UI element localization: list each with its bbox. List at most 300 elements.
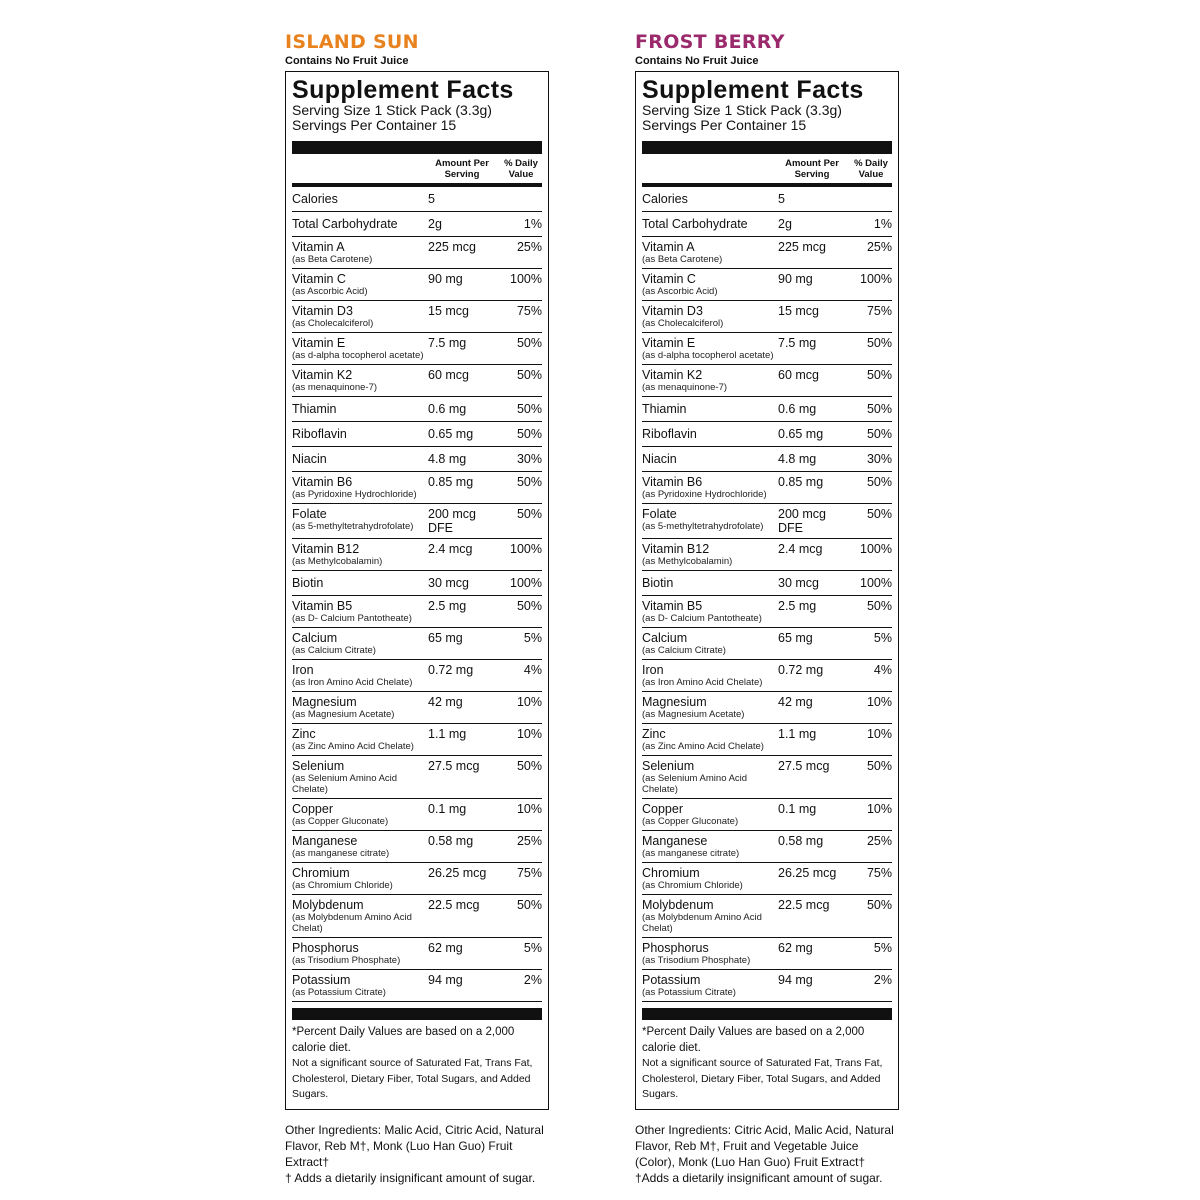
nutrient-row [642,397,892,422]
nutrient-amount: 62 mg [428,941,463,955]
nutrient-row [292,660,542,692]
nutrient-daily-value: 75% [866,866,892,880]
flavor-title: FROST BERRY [635,31,785,53]
nutrient-name-cell [292,727,428,752]
supplement-facts-title: Supplement Facts [642,76,864,104]
nutrient-name: Iron [292,663,314,677]
nutrient-amount-cell [428,802,500,827]
nutrient-daily-value: 10% [516,695,542,709]
nutrient-name-cell [642,240,778,265]
nutrient-amount: 200 mcg [778,507,826,521]
nutrient-amount-cell [778,240,850,265]
nutrient-amount: 5 [428,192,435,206]
nutrient-source: (as Chromium Chloride) [642,880,743,891]
nutrient-name: Selenium [292,759,345,773]
nutrient-name: Vitamin K2 [642,368,703,382]
nutrient-name-cell [642,217,778,231]
nutrient-name: Molybdenum [642,898,714,912]
nutrient-amount: 27.5 mcg [778,759,830,773]
nutrient-daily-value: 4% [873,663,892,677]
nutrient-amount: 5 [778,192,785,206]
nutrient-name: Magnesium [642,695,707,709]
nutrient-name: Phosphorus [642,941,709,955]
nutrient-amount: 62 mg [778,941,813,955]
nutrient-row [292,831,542,863]
nutrient-daily-value: 50% [866,336,892,350]
nutrient-row [642,895,892,938]
nutrient-row [292,333,542,365]
servings-per-container: Servings Per Container 15 [292,117,457,133]
header-line: Value [508,169,534,180]
header-line: Serving [444,169,480,180]
nutrient-amount: 0.1 mg [778,802,817,816]
nutrient-name-cell [292,336,428,361]
nutrient-row [642,756,892,799]
nutrient-row [642,863,892,895]
nutrient-amount-cell [778,452,850,466]
nutrient-name: Iron [642,663,664,677]
nutrient-daily-value: 25% [866,240,892,254]
nutrient-amount-cell [428,272,500,297]
nutrient-row [292,237,542,269]
nutrient-amount: 7.5 mg [428,336,467,350]
nutrient-source: (as Zinc Amino Acid Chelate) [292,741,414,752]
nutrient-name-cell [642,507,778,535]
header-line: % Daily [504,158,538,169]
nutrient-name-cell [642,866,778,891]
nutrient-daily-value: 25% [516,240,542,254]
nutrient-row [642,365,892,397]
nutrient-amount: 2g [778,217,792,231]
nutrient-amount-cell [428,240,500,265]
nutrient-amount: 26.25 mcg [428,866,487,880]
nutrient-amount-cell [428,599,500,624]
nutrient-amount: 0.58 mg [428,834,474,848]
nutrient-daily-value: 50% [516,507,542,521]
nutrient-daily-value: 30% [516,452,542,466]
nutrient-source: (as Selenium Amino Acid Chelate) [292,773,398,795]
nutrient-row [292,397,542,422]
nutrient-amount: 0.72 mg [778,663,824,677]
nutrient-row [642,301,892,333]
other-ingredients-text: Other Ingredients: Citric Acid, Malic Acid, Natural Flavor, Reb M†, Fruit and Vegetable Juice (Color), Monk (Luo Han Guo) Fruit Extract† [635,1122,894,1169]
nutrient-name: Vitamin C [642,272,696,286]
nutrient-amount-cell [428,192,500,206]
nutrient-daily-value: 50% [866,599,892,613]
supplement-facts-title: Supplement Facts [292,76,514,104]
nutrient-row [642,504,892,539]
nutrient-name: Vitamin B5 [292,599,353,613]
footnote-not-significant: Not a significant source of Saturated Fat, Trans Fat, Cholesterol, Dietary Fiber, Total Sugars, and Added Sugars. [642,1057,883,1100]
nutrient-amount: 27.5 mcg [428,759,480,773]
other-ingredients-text: Other Ingredients: Malic Acid, Citric Acid, Natural Flavor, Reb M†, Monk (Luo Han Guo) Fruit Extract† [285,1122,544,1169]
nutrient-row [292,799,542,831]
nutrient-row [642,970,892,1002]
nutrient-name: Manganese [292,834,358,848]
nutrient-amount-cell [778,475,850,500]
nutrient-amount-cell [428,336,500,361]
nutrient-daily-value: 50% [516,336,542,350]
nutrient-source: (as Potassium Citrate) [642,987,736,998]
nutrient-daily-value: 50% [866,759,892,773]
nutrient-amount-cell [778,759,850,795]
nutrient-amount: 0.6 mg [778,402,817,416]
nutrient-row [642,269,892,301]
nutrient-amount: 0.65 mg [778,427,824,441]
nutrient-row [292,422,542,447]
nutrient-daily-value: 10% [516,727,542,741]
nutrient-name-cell [642,898,778,934]
nutrient-name-cell [292,475,428,500]
dagger-note: † Adds a dietarily insignificant amount of sugar. [285,1170,536,1185]
nutrient-amount-unit: DFE [778,521,803,535]
nutrient-name-cell [642,599,778,624]
nutrient-name-cell [642,834,778,859]
nutrient-amount-cell [778,973,850,998]
nutrient-name-cell [292,834,428,859]
nutrient-source: (as menaquinone-7) [642,382,728,393]
nutrient-amount: 42 mg [778,695,813,709]
nutrient-row [642,571,892,596]
nutrient-source: (as Copper Gluconate) [642,816,739,827]
nutrient-row [292,301,542,333]
nutrient-source: (as d-alpha tocopherol acetate) [642,350,774,361]
nutrient-row [292,692,542,724]
nutrient-name-cell [292,759,428,795]
header-line: Serving [794,169,830,180]
nutrient-daily-value: 100% [860,272,892,286]
nutrient-source: (as 5-methyltetrahydrofolate) [642,521,764,532]
nutrient-name: Magnesium [292,695,357,709]
nutrient-amount-cell [428,576,500,590]
nutrient-source: (as Calcium Citrate) [292,645,376,656]
nutrient-name-cell [292,304,428,329]
nutrient-amount-cell [428,898,500,934]
nutrient-name: Potassium [292,973,351,987]
nutrient-name: Riboflavin [642,427,697,441]
nutrient-amount-cell [778,507,850,535]
nutrient-source: (as Molybdenum Amino Acid Chelat) [642,912,762,934]
nutrient-name-cell [292,599,428,624]
nutrient-amount-cell [778,802,850,827]
nutrient-row [642,539,892,571]
nutrient-row [642,212,892,237]
nutrient-amount: 1.1 mg [428,727,467,741]
nutrient-daily-value: 1% [523,217,542,231]
nutrient-source: (as Copper Gluconate) [292,816,389,827]
nutrient-name: Riboflavin [292,427,347,441]
nutrient-source: (as manganese citrate) [292,848,390,859]
supplement-facts-box [285,71,549,1110]
nutrient-name: Niacin [642,452,677,466]
nutrient-daily-value: 1% [873,217,892,231]
nutrient-name-cell [642,759,778,795]
nutrient-row [292,895,542,938]
nutrient-name: Total Carbohydrate [642,217,748,231]
nutrient-row [292,187,542,212]
nutrient-row [642,422,892,447]
nutrient-row [642,333,892,365]
nutrient-daily-value: 2% [523,973,542,987]
nutrient-name: Folate [292,507,327,521]
nutrient-name-cell [292,866,428,891]
nutrient-amount-cell [428,866,500,891]
nutrient-name: Vitamin K2 [292,368,353,382]
nutrient-daily-value: 5% [523,941,542,955]
nutrient-amount-cell [778,304,850,329]
nutrient-amount-cell [778,368,850,393]
nutrient-amount: 26.25 mcg [778,866,837,880]
nutrient-row [642,660,892,692]
nutrient-row [642,831,892,863]
nutrient-name: Vitamin E [642,336,696,350]
nutrient-amount: 2.5 mg [778,599,817,613]
nutrient-daily-value: 25% [516,834,542,848]
nutrient-amount-cell [428,695,500,720]
nutrient-amount-cell [428,727,500,752]
nutrient-name-cell [292,272,428,297]
nutrient-name: Calcium [642,631,688,645]
nutrient-daily-value: 75% [516,304,542,318]
nutrient-daily-value: 50% [516,475,542,489]
nutrient-amount-cell [778,427,850,441]
nutrient-name-cell [642,695,778,720]
nutrient-row [292,756,542,799]
nutrient-name-cell [642,475,778,500]
nutrient-amount-cell [428,452,500,466]
dagger-note: †Adds a dietarily insignificant amount of sugar. [635,1170,883,1185]
juice-note: Contains No Fruit Juice [285,55,409,67]
nutrient-daily-value: 10% [866,727,892,741]
thick-divider [292,1008,542,1020]
column-headers [642,158,892,187]
other-ingredients [635,1122,901,1186]
nutrient-source: (as Chromium Chloride) [292,880,393,891]
nutrient-name-cell [292,402,428,416]
amount-per-serving-header [782,158,842,180]
servings-per-container: Servings Per Container 15 [642,117,807,133]
nutrient-amount: 42 mg [428,695,463,709]
nutrient-amount: 2.4 mcg [428,542,473,556]
nutrient-name-cell [292,217,428,231]
nutrient-daily-value: 10% [516,802,542,816]
nutrient-amount: 200 mcg [428,507,476,521]
nutrient-amount-cell [778,727,850,752]
thick-divider [292,141,542,154]
nutrient-daily-value: 50% [866,402,892,416]
nutrient-name: Thiamin [292,402,337,416]
nutrient-daily-value: 5% [523,631,542,645]
footnotes [292,1020,542,1103]
nutrient-name: Vitamin B5 [642,599,703,613]
nutrient-amount: 15 mcg [428,304,469,318]
nutrient-row [292,504,542,539]
nutrient-amount: 94 mg [428,973,463,987]
nutrient-name-cell [292,240,428,265]
nutrient-daily-value: 50% [516,599,542,613]
nutrient-source: (as Beta Carotene) [642,254,723,265]
nutrient-source: (as Cholecalciferol) [642,318,724,329]
nutrient-row [642,628,892,660]
nutrient-amount: 2.4 mcg [778,542,823,556]
nutrient-amount: 225 mcg [778,240,826,254]
nutrient-amount-cell [428,834,500,859]
nutrient-source: (as 5-methyltetrahydrofolate) [292,521,414,532]
nutrient-name: Vitamin B12 [642,542,710,556]
nutrient-name: Vitamin D3 [292,304,353,318]
nutrient-rows [292,187,542,1002]
nutrient-amount-cell [778,898,850,934]
nutrient-amount: 30 mcg [428,576,469,590]
nutrient-row [292,863,542,895]
nutrient-name-cell [642,941,778,966]
nutrient-source: (as Methylcobalamin) [642,556,733,567]
header-line: % Daily [854,158,888,169]
header-line: Value [858,169,884,180]
header-line: Amount Per [785,158,839,169]
supplement-facts-box [635,71,899,1110]
nutrient-amount: 4.8 mg [778,452,817,466]
nutrient-source: (as manganese citrate) [642,848,740,859]
nutrient-daily-value: 50% [866,507,892,521]
nutrient-source: (as menaquinone-7) [292,382,378,393]
nutrient-amount: 22.5 mcg [428,898,480,912]
flavor-title: ISLAND SUN [285,31,419,53]
nutrient-source: (as Beta Carotene) [292,254,373,265]
nutrient-amount-cell [778,695,850,720]
panel-island-sun [285,30,551,1186]
nutrient-amount-cell [428,542,500,567]
nutrient-amount: 0.65 mg [428,427,474,441]
column-headers [292,158,542,187]
nutrient-amount: 22.5 mcg [778,898,830,912]
nutrient-name-cell [642,973,778,998]
nutrient-daily-value: 50% [866,475,892,489]
nutrient-daily-value: 50% [866,898,892,912]
nutrient-amount-cell [428,304,500,329]
juice-note: Contains No Fruit Juice [635,55,759,67]
nutrient-row [642,187,892,212]
nutrient-source: (as D- Calcium Pantotheate) [642,613,762,624]
nutrient-amount-cell [778,834,850,859]
nutrient-source: (as Trisodium Phosphate) [292,955,401,966]
nutrient-daily-value: 50% [516,427,542,441]
daily-value-header [850,158,892,180]
nutrient-daily-value: 100% [510,272,542,286]
nutrient-name-cell [642,727,778,752]
nutrient-amount: 225 mcg [428,240,476,254]
nutrient-name: Niacin [292,452,327,466]
nutrient-name-cell [292,427,428,441]
nutrient-amount: 4.8 mg [428,452,467,466]
nutrient-name: Vitamin A [642,240,695,254]
nutrient-name: Calories [642,192,688,206]
nutrient-daily-value: 5% [873,941,892,955]
nutrient-daily-value [500,192,542,206]
nutrient-name-cell [642,802,778,827]
nutrient-name: Vitamin A [292,240,345,254]
nutrient-amount-cell [428,759,500,795]
nutrient-source: (as Methylcobalamin) [292,556,383,567]
footnote-not-significant: Not a significant source of Saturated Fat, Trans Fat, Cholesterol, Dietary Fiber, Total Sugars, and Added Sugars. [292,1057,533,1100]
nutrient-amount-unit: DFE [428,521,453,535]
nutrient-name: Folate [642,507,677,521]
nutrient-amount-cell [428,427,500,441]
nutrient-name: Copper [292,802,333,816]
nutrient-amount-cell [428,475,500,500]
nutrient-name: Biotin [642,576,674,590]
nutrient-amount: 7.5 mg [778,336,817,350]
nutrient-name-cell [292,542,428,567]
nutrient-name-cell [642,304,778,329]
nutrient-amount-cell [428,973,500,998]
nutrient-name-cell [642,427,778,441]
nutrient-source: (as Pyridoxine Hydrochloride) [642,489,767,500]
nutrient-amount: 15 mcg [778,304,819,318]
nutrient-name-cell [642,402,778,416]
nutrient-source: (as d-alpha tocopherol acetate) [292,350,424,361]
nutrient-amount-cell [428,941,500,966]
nutrient-row [292,365,542,397]
nutrient-source: (as Calcium Citrate) [642,645,726,656]
nutrient-name: Vitamin D3 [642,304,703,318]
nutrient-name-cell [292,695,428,720]
nutrient-amount: 0.85 mg [778,475,824,489]
nutrient-source: (as Potassium Citrate) [292,987,386,998]
nutrient-name: Calories [292,192,338,206]
nutrient-daily-value: 50% [516,402,542,416]
nutrient-amount: 65 mg [428,631,463,645]
other-ingredients [285,1122,551,1186]
nutrient-name: Potassium [642,973,701,987]
nutrient-name: Zinc [292,727,316,741]
nutrient-name-cell [642,272,778,297]
nutrient-amount-cell [778,217,850,231]
nutrient-source: (as Ascorbic Acid) [642,286,718,297]
nutrient-name: Copper [642,802,683,816]
nutrient-name-cell [642,192,778,206]
nutrient-name-cell [642,336,778,361]
nutrient-amount-cell [778,576,850,590]
nutrient-amount-cell [428,402,500,416]
nutrient-amount-cell [778,272,850,297]
nutrient-amount-cell [428,217,500,231]
nutrient-amount: 1.1 mg [778,727,817,741]
nutrient-source: (as Magnesium Acetate) [642,709,745,720]
nutrient-row [292,539,542,571]
nutrient-amount-cell [428,368,500,393]
nutrient-daily-value: 75% [866,304,892,318]
nutrient-daily-value: 75% [516,866,542,880]
nutrient-daily-value: 25% [866,834,892,848]
header-line: Amount Per [435,158,489,169]
nutrient-name-cell [292,898,428,934]
nutrient-row [292,970,542,1002]
nutrient-name-cell [292,941,428,966]
nutrient-row [292,571,542,596]
footnotes [642,1020,892,1103]
nutrient-amount: 0.1 mg [428,802,467,816]
nutrient-name: Vitamin E [292,336,346,350]
nutrient-name-cell [642,368,778,393]
nutrient-name-cell [292,631,428,656]
nutrient-row [642,799,892,831]
nutrient-row [642,596,892,628]
nutrient-amount-cell [428,631,500,656]
nutrient-rows [642,187,892,1002]
nutrient-name-cell [292,192,428,206]
nutrient-amount: 0.72 mg [428,663,474,677]
